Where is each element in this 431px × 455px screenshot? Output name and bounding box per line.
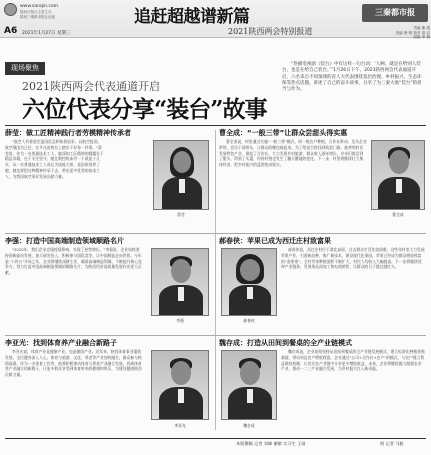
photo-caption: 郝春侠 — [243, 318, 255, 323]
kicker: 2021陕西两会代表通道开启 — [22, 80, 160, 93]
photo-caption: 李强 — [176, 318, 184, 323]
article-text: “2020年，我们企业克服疫情影响，实现了逆势增长。”李强说，企业始终坚持创新驱动发展，加大研发投入，积极参与国际竞争，让中国制造走向世界。今年是“十四五”开局之年，企业将继续深耕主业，瞄准高端制造领域，不断提升核心竞争力，努力打造中国高端制造领域的顺路名片，为陕西经济高质量发展作出更大贡献。 — [5, 247, 142, 276]
divider — [5, 125, 426, 126]
article-title: 李亚光：找到体育养产业融合新路子 — [5, 339, 117, 347]
portrait-photo — [221, 350, 277, 420]
article-title: 曹全成：“一般三带”让群众尝甜头得实惠 — [219, 129, 348, 137]
photo-caption: 魏存成 — [243, 423, 255, 428]
photo-caption: 李亚光 — [174, 423, 186, 428]
portrait-photo — [151, 248, 209, 316]
credit-line-3: 组版 李 倩 — [413, 35, 430, 39]
article-liqiang — [5, 236, 213, 341]
credit-line-2: 美编 鲁 明 校对 高 洁 — [395, 30, 430, 35]
intro-paragraph: “热播电视剧《装台》中有这样一句台词：‘人啊，就是在给别人装台，也是在给自己装台。’”1月26日下午，2021陕西两会代表通道开启，六名来自不同领域的省人大代表围绕基层治理、乡村振兴、生态环保等热点话题，讲述了自己的奋斗故事，分享了为三秦大地“装台”的担当与作为。 — [282, 62, 422, 93]
masthead-subhead: 2021陕西两会特别报道 — [228, 27, 313, 36]
article-title: 魏存成：打造从田间到餐桌的全产业链模式 — [219, 339, 352, 347]
photo-caption: 曹全成 — [392, 212, 404, 217]
site-url[interactable]: www.sanqin.com — [20, 4, 59, 9]
article-title: 薛莹：做工匠精神践行者劳模精神传承者 — [5, 129, 131, 137]
article-text: 李亚光说，体育产业是健康产业，也是朝阳产业。近年来，陕西体育事业蓬勃发展，全民健身深入人心，体育与旅游、文化、养老等产业加快融合，群众参与热情高涨。作为一名体育工作者，他将积极推动体育与养老产业融合发展，找到体育养产业融合的新路子，让更多群众享受到体育带来的健康和快乐，为建设健康陕西贡献力量。 — [5, 349, 142, 378]
editor-credits — [376, 26, 430, 40]
photo-credit: 图 记者 马毅 — [380, 441, 404, 446]
page-date: 2021年1月27日 星期三 — [22, 31, 71, 36]
byline: 本版撰稿 记者 刘峰 谢敏 实习生 王靖 — [236, 441, 306, 446]
portrait-photo — [221, 248, 277, 316]
article-haochunxia — [219, 236, 427, 341]
main-title: 六位代表分享“装台”故事 — [22, 96, 267, 123]
article-weicuncheng — [219, 338, 427, 436]
article-text: 曹全成说，村里通过实施“一般三带”模式，即一般农户种植，合作社带动，龙头企业带领，党员干部带头，让群众的腰包鼓起来。为了给老百姓找到致富门路，他带领村民发展特色产业，建起了合作社，大力发展乡村旅游，群众收入逐年增长，乡亲们都尝到了甜头，得到了实惠，村容村貌也发生了翻天覆地的变化。下一步，村里将继续壮大集体经济，把乡村振兴的蓝图变成现实。 — [219, 139, 367, 168]
article-xueying — [5, 128, 213, 233]
article-text: 魏存成说，企业始终坚持从田间到餐桌的全产业链发展模式，建立标准化种植养殖基地，带动周边农户增收致富。企业通过“公司+合作社+农户”的模式，与农户建立利益联结机制，让农民在产业链中分享更多增值收益。未来，企业将继续做大做强农业产业，推动一二三产业融合发展，为乡村振兴注入新动能。 — [281, 349, 425, 372]
credit-line-1: 责编 董 超 — [413, 26, 430, 30]
article-text: 郝春侠说，西迁庄村位于渭北高原，过去群众生活比较困难，这些年村里大力发展苹果产业，引进新品种，推广新技术，建设现代化果园，苹果已经成为群众增收致富的“金果果”。全村苹果种植面积不断扩大，村民人均收入大幅提高，下一步将继续延伸产业链条，发展果品深加工和电商销售，让群众的日子越过越红火。 — [281, 247, 425, 270]
photo-caption: 薛莹 — [177, 212, 185, 217]
row-divider-1 — [5, 233, 426, 234]
emblem-icon — [4, 3, 17, 16]
masthead-tiny-line-1: 陕西日报社主管主办 — [20, 10, 52, 14]
footer-rule — [5, 438, 426, 439]
article-title: 李强：打造中国高端制造领域顺路名片 — [5, 237, 124, 245]
section-tag: 现场聚焦 — [5, 62, 45, 75]
article-caoquancheng — [219, 128, 427, 233]
portrait-photo — [153, 140, 209, 210]
masthead-headline: 追赶超越谱新篇 — [134, 7, 250, 27]
portrait-photo — [151, 350, 209, 420]
portrait-photo — [371, 140, 425, 210]
masthead-tiny-line-2: 陕西三秦都市报社出版 — [20, 15, 55, 19]
column-divider — [215, 130, 216, 430]
article-text: “航空人有着坚定报国信念和执着追求，以航空报国、航空强国为己任，在平凡的岗位上踏实干好每一件事。”薛莹说，作为一名普通技术工人，她深知工匠精神的精髓在于精益求精，在于专注坚守，她在数控机床旁一干就是十几年，从一名普通技术工人成长为技能大师，是国家培养了她，她也要把这种精神传承下去，带出更多优秀的技术工人，为我国航空事业发展贡献力量。 — [5, 139, 104, 179]
article-title: 郝春侠：苹果已成为西迁庄村致富果 — [219, 237, 331, 245]
article-liyaguang — [5, 338, 213, 436]
page-number: A6 — [4, 26, 18, 36]
newspaper-logo: 三秦都市报 — [362, 4, 428, 22]
